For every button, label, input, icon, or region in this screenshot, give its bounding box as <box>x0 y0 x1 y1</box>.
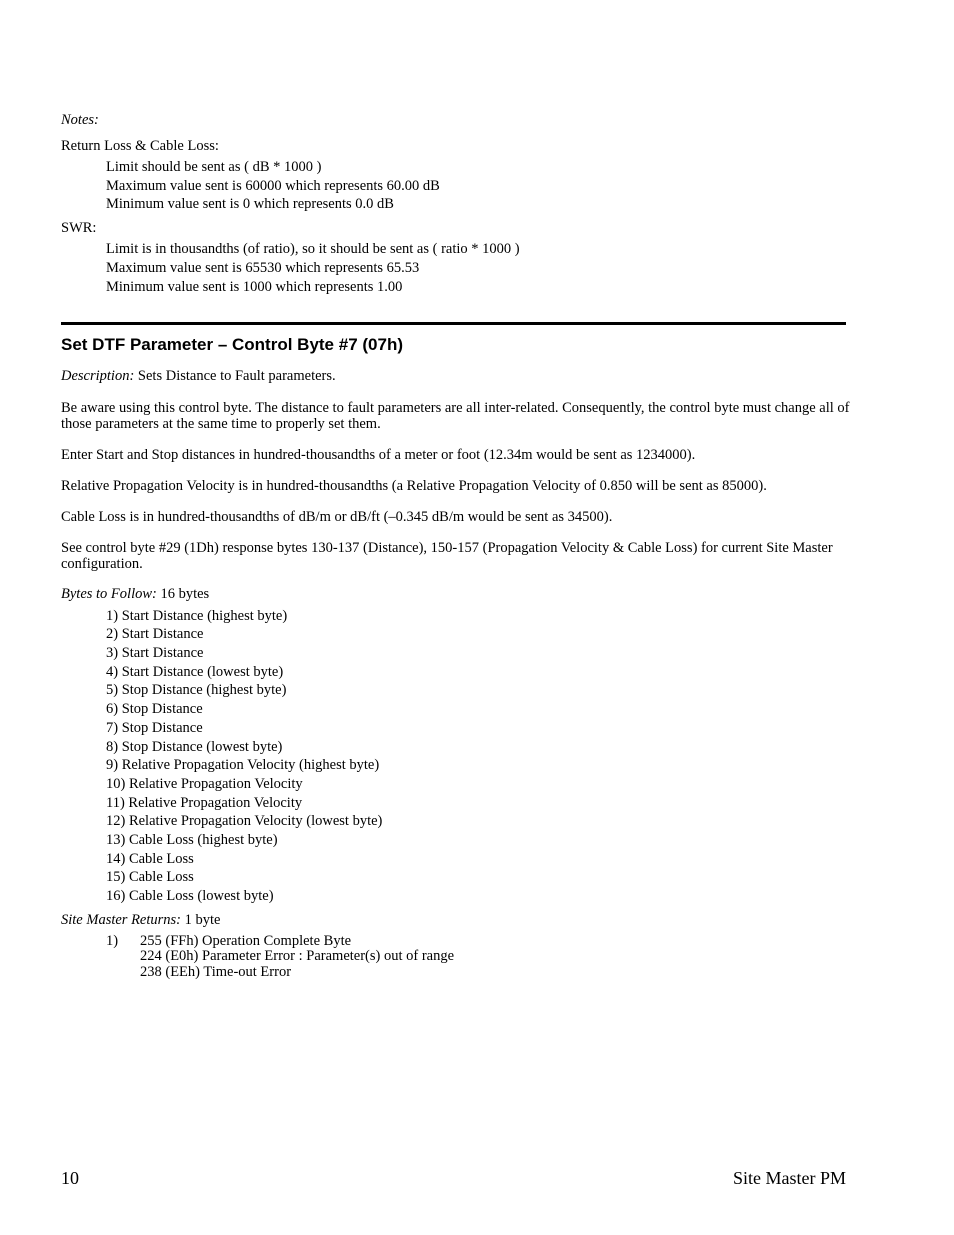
returns-line: 255 (FFh) Operation Complete Byte <box>140 933 352 949</box>
notes-label: Notes: <box>61 112 99 128</box>
return-loss-label: Return Loss & Cable Loss: <box>61 138 219 154</box>
paragraph: Cable Loss is in hundred-thousandths of dB/m or dB/ft (–0.345 dB/m would be sent as 34500). <box>61 509 613 525</box>
bytes-label: Bytes to Follow: <box>61 586 157 602</box>
returns-value: 1 byte <box>181 912 221 928</box>
byte-item: 8) Stop Distance (lowest byte) <box>106 739 283 755</box>
byte-item: 1) Start Distance (highest byte) <box>106 608 288 624</box>
returns-line: 238 (EEh) Time-out Error <box>140 964 292 980</box>
byte-item: 11) Relative Propagation Velocity <box>106 795 303 811</box>
return-loss-line: Maximum value sent is 60000 which represents 60.00 dB <box>106 178 440 194</box>
returns-label: Site Master Returns: <box>61 912 182 928</box>
byte-item: 4) Start Distance (lowest byte) <box>106 664 284 680</box>
return-loss-line: Limit should be sent as ( dB * 1000 ) <box>106 159 322 175</box>
section-rule <box>61 322 846 325</box>
swr-line: Minimum value sent is 1000 which represents 1.00 <box>106 279 403 295</box>
bytes-value: 16 bytes <box>156 586 210 602</box>
description-text: Sets Distance to Fault parameters. <box>134 368 336 384</box>
byte-item: 10) Relative Propagation Velocity <box>106 776 303 792</box>
byte-item: 13) Cable Loss (highest byte) <box>106 832 278 848</box>
description <box>61 368 336 385</box>
returns-number: 1) <box>106 933 119 949</box>
byte-item: 14) Cable Loss <box>106 851 194 867</box>
returns-line: 224 (E0h) Parameter Error : Parameter(s) out of range <box>140 948 455 964</box>
byte-item: 9) Relative Propagation Velocity (highest byte) <box>106 757 380 773</box>
byte-item: 3) Start Distance <box>106 645 204 661</box>
page-number: 10 <box>61 1168 79 1188</box>
byte-item: 5) Stop Distance (highest byte) <box>106 682 287 698</box>
byte-item: 6) Stop Distance <box>106 701 203 717</box>
bytes-to-follow <box>61 586 209 603</box>
site-master-returns <box>61 912 220 929</box>
byte-item: 2) Start Distance <box>106 626 204 642</box>
byte-item: 12) Relative Propagation Velocity (lowest byte) <box>106 813 383 829</box>
return-loss-line: Minimum value sent is 0 which represents 0.0 dB <box>106 196 394 212</box>
swr-line: Maximum value sent is 65530 which represents 65.53 <box>106 260 420 276</box>
description-label: Description: <box>61 368 135 384</box>
footer-title: Site Master PM <box>732 1168 846 1188</box>
paragraph: Be aware using this control byte. The distance to fault parameters are all inter-related. Consequently, the control byte must change all of those parameters at the same time to properly set them. <box>61 400 850 432</box>
byte-item: 15) Cable Loss <box>106 869 194 885</box>
paragraph: Enter Start and Stop distances in hundred-thousandths of a meter or foot (12.34m would be sent as 1234000). <box>61 447 696 463</box>
section-title: Set DTF Parameter – Control Byte #7 (07h) <box>61 335 403 354</box>
paragraph: See control byte #29 (1Dh) response bytes 130-137 (Distance), 150-157 (Propagation Velocity & Cable Loss) for current Site Master configuration. <box>61 540 833 572</box>
swr-label: SWR: <box>61 220 97 236</box>
byte-item: 16) Cable Loss (lowest byte) <box>106 888 274 904</box>
paragraph: Relative Propagation Velocity is in hundred-thousandths (a Relative Propagation Velocity of 0.850 will be sent as 85000). <box>61 478 767 494</box>
swr-line: Limit is in thousandths (of ratio), so it should be sent as ( ratio * 1000 ) <box>106 241 520 257</box>
byte-item: 7) Stop Distance <box>106 720 203 736</box>
